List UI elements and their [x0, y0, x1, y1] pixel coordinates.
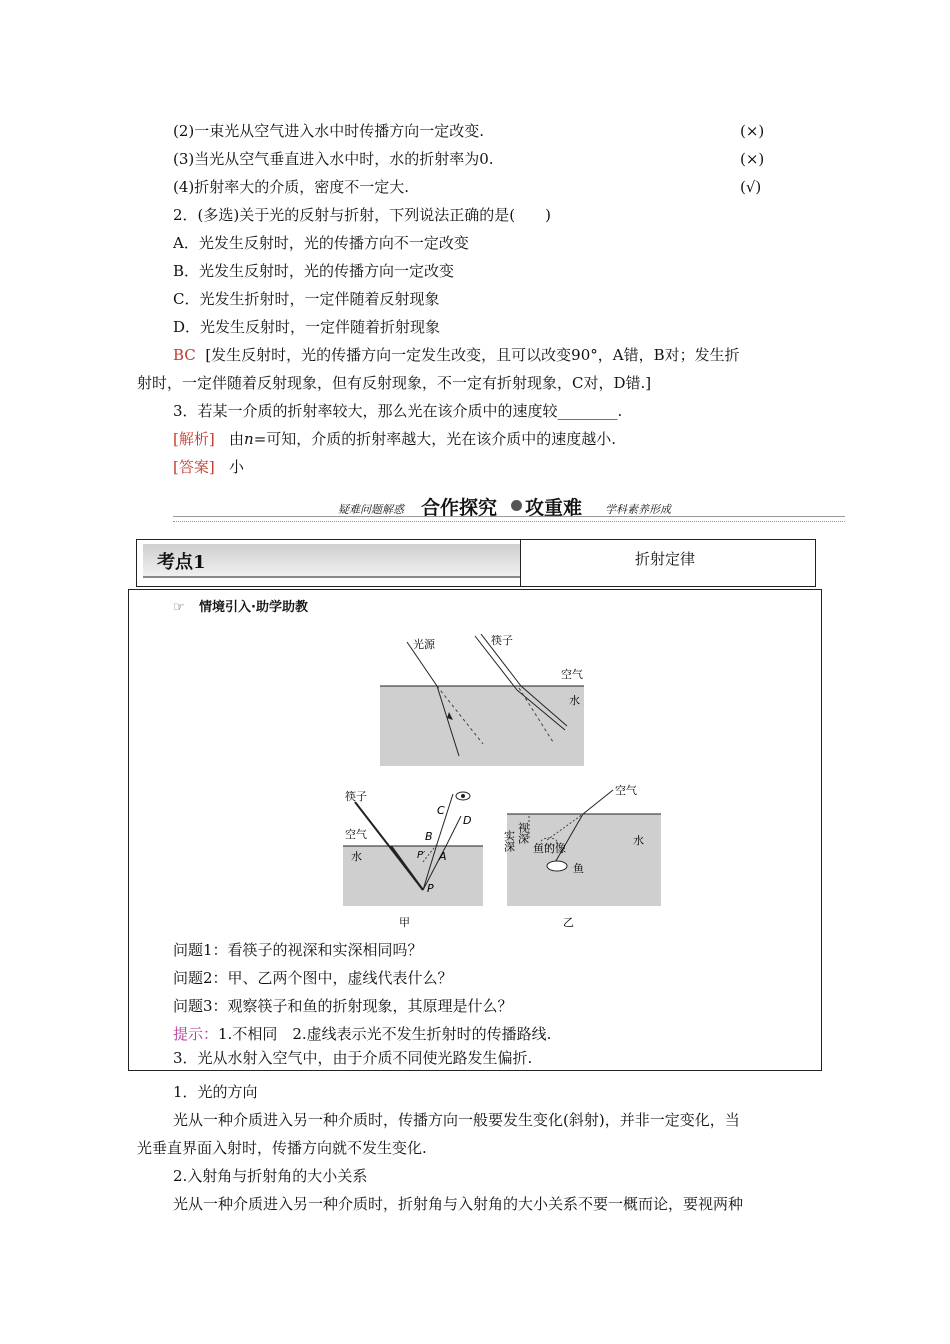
kaodian-tab	[143, 544, 520, 578]
banner-rule	[173, 516, 845, 522]
jiexi-label: [解析]	[173, 430, 215, 448]
jia-label-a: A	[439, 850, 447, 863]
judge-mark-4: (√)	[740, 178, 762, 196]
banner-circle-icon	[511, 500, 522, 511]
q2-option-a: A．光发生反射时，光的传播方向不一定改变	[173, 234, 469, 252]
kaodian-box	[136, 539, 816, 587]
jiexi-text-b: =可知，介质的折射率越大，光在该介质中的速度越小.	[253, 430, 617, 448]
jia-label-chopsticks: 筷子	[345, 790, 367, 803]
qingjing-header	[173, 596, 308, 615]
jia-label-b: B	[425, 830, 433, 843]
heading-1: 1．光的方向	[173, 1083, 258, 1101]
jia-ray-d	[447, 816, 461, 844]
jia-label-pprime: P′	[417, 850, 426, 861]
judge-mark-2: (×)	[740, 122, 765, 140]
kaodian-label: 考点1	[157, 552, 206, 573]
judge-item-3: (3)当光从空气垂直进入水中时，水的折射率为0.	[173, 150, 494, 168]
figure-top	[377, 630, 647, 770]
yi-label-real-depth: 实深	[502, 830, 516, 852]
jiexi-n: n	[244, 430, 254, 448]
hint-2: 3．光从水射入空气中，由于介质不同使光路发生偏折.	[173, 1049, 533, 1067]
banner-right-big: 攻重难	[525, 497, 583, 519]
q2-option-b: B．光发生反射时，光的传播方向一定改变	[173, 262, 455, 280]
label-water-top: 水	[569, 694, 580, 707]
banner-left-big: 合作探究	[421, 497, 498, 519]
yi-label-apparent-depth: 视深	[516, 822, 530, 844]
yi-ray-air	[583, 790, 613, 814]
label-chopsticks-top: 筷子	[491, 634, 513, 647]
water-region	[380, 686, 584, 766]
jia-caption: 甲	[399, 916, 410, 929]
figure-yi	[501, 780, 671, 930]
heading-2: 2.入射角与折射角的大小关系	[173, 1167, 368, 1185]
question-3: 问题3：观察筷子和鱼的折射现象，其原理是什么？	[173, 997, 513, 1015]
para-2a: 光从一种介质进入另一种介质时，折射角与入射角的大小关系不要一概而论，要视两种	[173, 1195, 744, 1213]
hint-label: 提示：	[173, 1025, 219, 1043]
yi-label-air: 空气	[615, 784, 637, 797]
q2-option-d: D．光发生反射时，一定伴随着折射现象	[173, 318, 441, 336]
q3-jiexi	[173, 429, 616, 449]
qingjing-header-text: 情境引入·助学助教	[199, 600, 308, 615]
banner-left-small: 疑难问题解惑	[338, 503, 404, 516]
q3-daan	[173, 457, 244, 477]
jiexi-text-a: 由	[229, 430, 245, 448]
kaodian-divider	[520, 540, 521, 586]
hint-1: 1.不相同 2.虚线表示光不发生折射时的传播路线.	[218, 1025, 552, 1043]
q2-option-c: C．光发生折射时，一定伴随着反射现象	[173, 290, 440, 308]
daan-text: 小	[229, 458, 245, 476]
q2-explain-1: [发生反射时，光的传播方向一定发生改变，且可以改变90°，A错，B对；发生折	[205, 346, 740, 364]
q2-answer: BC	[173, 346, 196, 364]
judge-item-2: (2)一束光从空气进入水中时传播方向一定改变.	[173, 122, 485, 140]
jia-label-water: 水	[351, 850, 362, 863]
yi-water-region	[507, 814, 661, 906]
q2-explain-2: 射时，一定伴随着反射现象，但有反射现象，不一定有折射现象，C对，D错.]	[137, 374, 652, 392]
hand-icon: ☞	[173, 600, 185, 615]
jia-label-p: P	[427, 882, 434, 895]
label-air-top: 空气	[561, 668, 583, 681]
label-light-source: 光源	[413, 638, 435, 651]
eye-pupil	[461, 794, 465, 798]
qingjing-box	[128, 589, 822, 1071]
section-banner	[173, 492, 845, 522]
judge-mark-3: (×)	[740, 150, 765, 168]
hint-line-1	[173, 1024, 551, 1044]
figure-jia	[337, 780, 497, 930]
q2-stem: 2．(多选)关于光的反射与折射，下列说法正确的是( )	[173, 206, 551, 224]
question-1: 问题1：看筷子的视深和实深相同吗？	[173, 941, 423, 959]
q3-stem: 3．若某一介质的折射率较大，那么光在该介质中的速度较________.	[173, 402, 623, 420]
q2-answer-line	[173, 345, 740, 365]
para-1b: 光垂直界面入射时，传播方向就不发生变化.	[137, 1139, 427, 1157]
judge-item-4: (4)折射率大的介质，密度不一定大.	[173, 178, 410, 196]
fish-icon	[547, 861, 567, 871]
jia-label-c: C	[437, 804, 445, 817]
kaodian-title: 折射定律	[635, 550, 696, 568]
banner-right-small: 学科素养形成	[605, 503, 671, 516]
yi-label-water: 水	[633, 834, 644, 847]
yi-caption: 乙	[563, 916, 574, 929]
daan-label: [答案]	[173, 458, 215, 476]
question-2: 问题2：甲、乙两个图中，虚线代表什么？	[173, 969, 453, 987]
jia-label-air: 空气	[345, 828, 367, 841]
para-1a: 光从一种介质进入另一种介质时，传播方向一般要发生变化(斜射)，并非一定变化，当	[173, 1111, 740, 1129]
yi-label-fish-image: 鱼的像	[533, 842, 566, 855]
yi-label-fish: 鱼	[573, 862, 584, 875]
jia-label-d: D	[463, 814, 472, 827]
